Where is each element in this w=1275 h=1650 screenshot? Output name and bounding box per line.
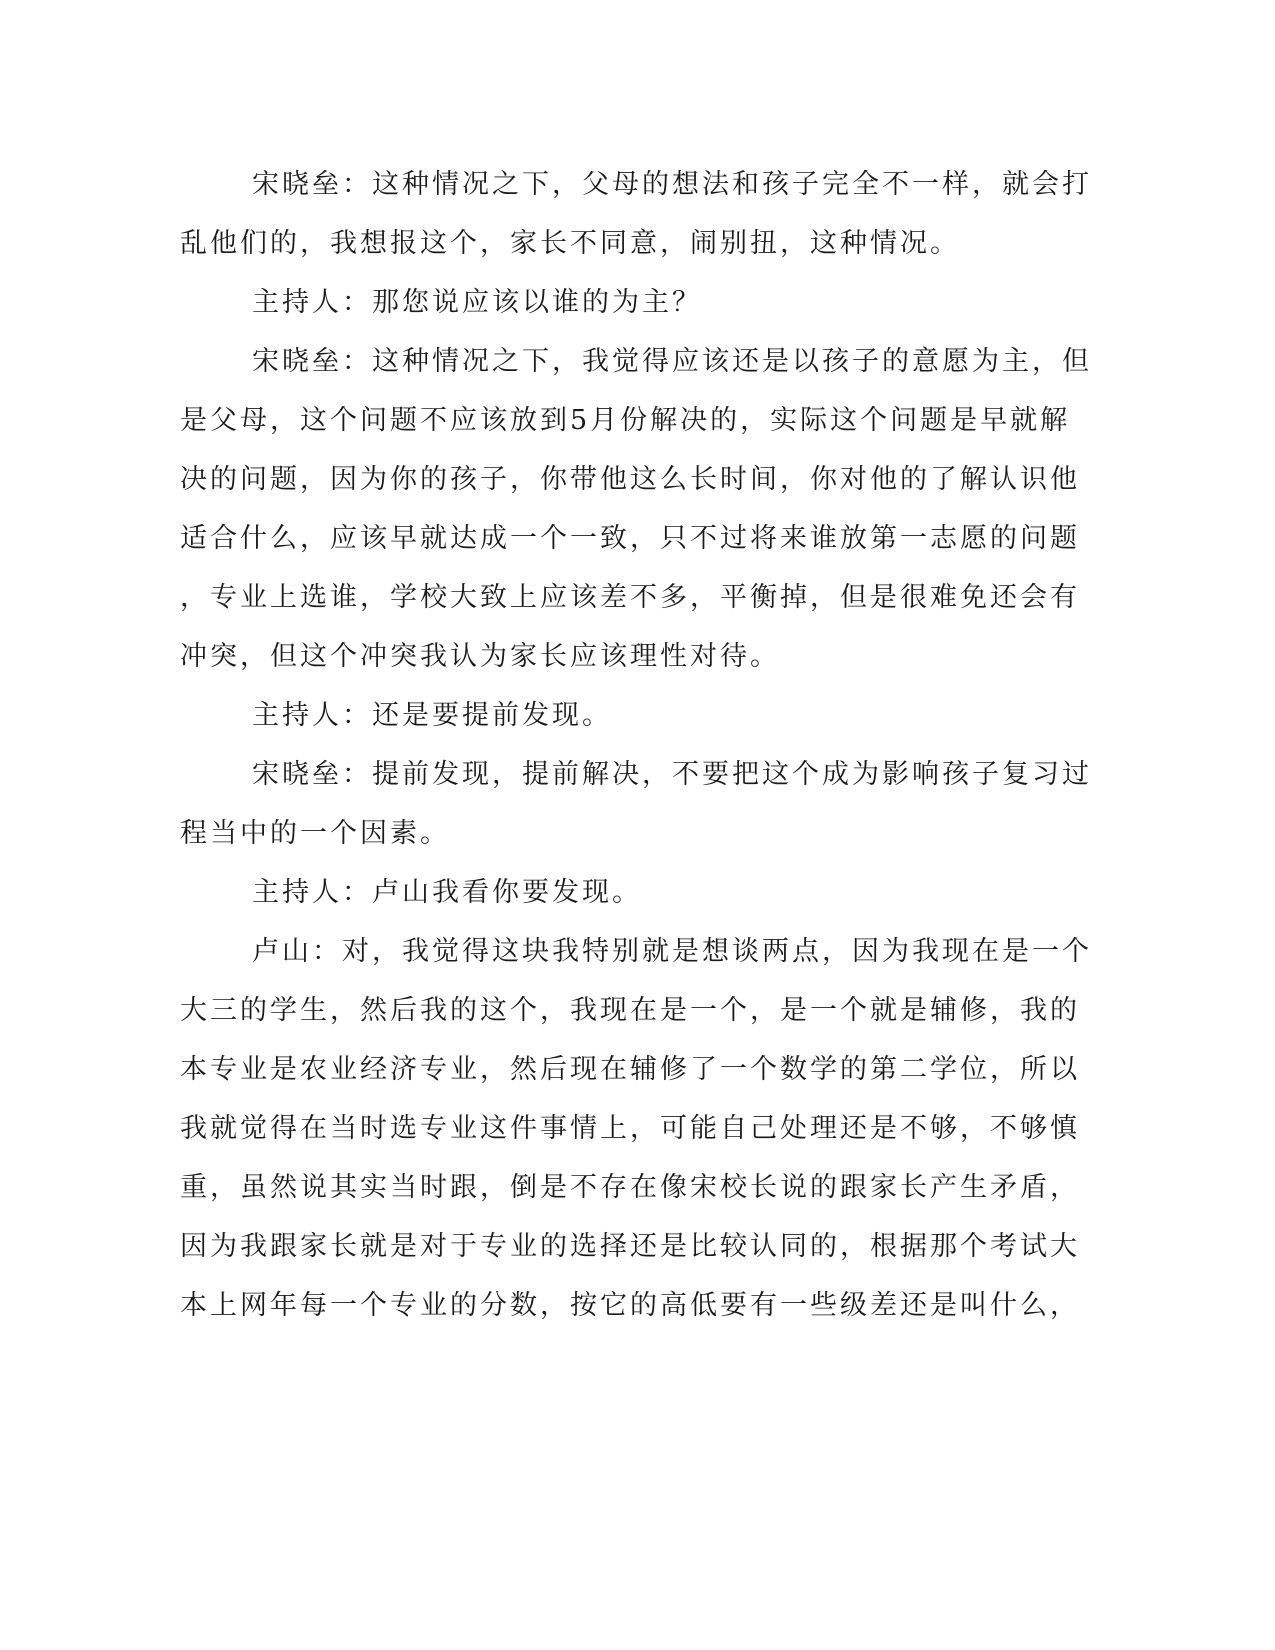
text-line: 是父母，这个问题不应该放到5月份解决的，实际这个问题是早就解: [180, 405, 1071, 436]
text-line: 大三的学生，然后我的这个，我现在是一个，是一个就是辅修，我的: [180, 995, 1080, 1026]
text-line: 冲突，但这个冲突我认为家长应该理性对待。: [180, 641, 780, 672]
text-line: 主持人：还是要提前发现。: [252, 700, 612, 731]
text-line: 我就觉得在当时选专业这件事情上，可能自己处理还是不够，不够慎: [180, 1113, 1080, 1144]
text-line: 因为我跟家长就是对于专业的选择还是比较认同的，根据那个考试大: [180, 1231, 1080, 1262]
document-body: [180, 155, 1092, 1335]
text-line: 乱他们的，我想报这个，家长不同意，闹别扭，这种情况。: [180, 228, 960, 259]
text-line: 主持人：那您说应该以谁的为主？: [252, 287, 702, 318]
text-line: 宋晓垒：这种情况之下，父母的想法和孩子完全不一样，就会打: [252, 169, 1092, 200]
text-line: 本专业是农业经济专业，然后现在辅修了一个数学的第二学位，所以: [180, 1054, 1080, 1085]
text-line: 宋晓垒：提前发现，提前解决，不要把这个成为影响孩子复习过: [252, 759, 1092, 790]
text-line: 卢山：对，我觉得这块我特别就是想谈两点，因为我现在是一个: [252, 936, 1092, 967]
text-line: 适合什么，应该早就达成一个一致，只不过将来谁放第一志愿的问题: [180, 523, 1080, 554]
text-line: 决的问题，因为你的孩子，你带他这么长时间，你对他的了解认识他: [180, 464, 1080, 495]
text-line: 主持人：卢山我看你要发现。: [252, 877, 642, 908]
text-line: 本上网年每一个专业的分数，按它的高低要有一些级差还是叫什么，: [180, 1290, 1080, 1321]
text-line: ，专业上选谁，学校大致上应该差不多，平衡掉，但是很难免还会有: [180, 582, 1080, 613]
text-line: 重，虽然说其实当时跟，倒是不存在像宋校长说的跟家长产生矛盾，: [180, 1172, 1080, 1203]
text-line: 宋晓垒：这种情况之下，我觉得应该还是以孩子的意愿为主，但: [252, 346, 1092, 377]
text-line: 程当中的一个因素。: [180, 818, 450, 849]
